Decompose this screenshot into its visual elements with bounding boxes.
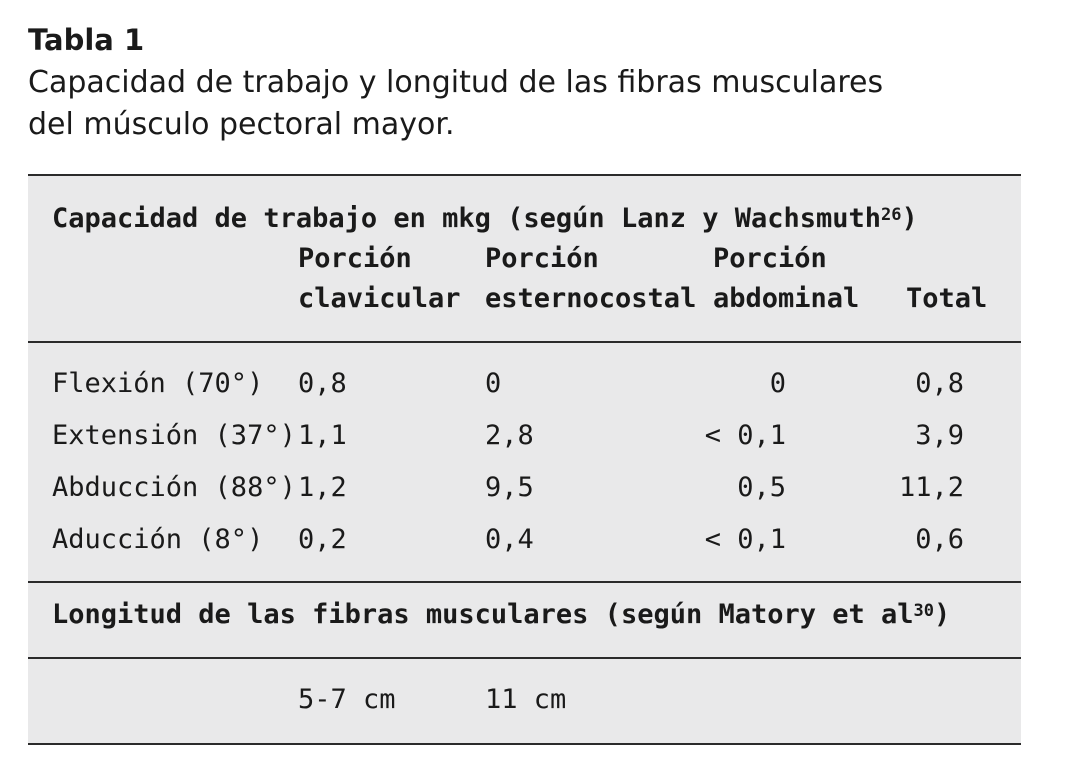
cell-abduccion-clavicular: 1,2 bbox=[298, 472, 347, 503]
section2-heading bbox=[52, 600, 950, 630]
cell-extension-clavicular: 1,1 bbox=[298, 420, 347, 451]
section1-heading-close: ) bbox=[901, 203, 918, 234]
row-label-abduccion: Abducción (88°) bbox=[52, 472, 296, 503]
caption-line-1: Capacidad de trabajo y longitud de las fibras musculares bbox=[28, 65, 884, 100]
row-label-aduccion: Aducción (8°) bbox=[52, 524, 264, 555]
section2-divider bbox=[28, 657, 1021, 659]
fiber-length-esternocostal: 11 cm bbox=[485, 684, 567, 715]
header-divider bbox=[28, 341, 1021, 343]
data-table bbox=[28, 174, 1021, 745]
row-label-extension: Extensión (37°) bbox=[52, 420, 296, 451]
cell-aduccion-clavicular: 0,2 bbox=[298, 524, 347, 555]
cell-aduccion-esternocostal: 0,4 bbox=[485, 524, 534, 555]
caption-line-2: del músculo pectoral mayor. bbox=[28, 107, 455, 142]
section-divider bbox=[28, 581, 1021, 583]
cell-extension-esternocostal: 2,8 bbox=[485, 420, 534, 451]
col-header-esternocostal-line1: Porción bbox=[485, 243, 599, 274]
section1-heading-text: Capacidad de trabajo en mkg (según Lanz y Wachsmuth bbox=[52, 203, 882, 234]
cell-flexion-clavicular: 0,8 bbox=[298, 368, 347, 399]
section2-heading-close: ) bbox=[934, 599, 951, 630]
col-header-esternocostal-line2: esternocostal bbox=[485, 283, 697, 314]
cell-extension-abdominal: < 0,1 bbox=[704, 420, 786, 451]
cell-abduccion-esternocostal: 9,5 bbox=[485, 472, 534, 503]
col-header-clavicular-line1: Porción bbox=[298, 243, 412, 274]
col-header-abdominal-line2: abdominal bbox=[713, 283, 860, 314]
row-label-flexion: Flexión (70°) bbox=[52, 368, 264, 399]
cell-aduccion-total: 0,6 bbox=[915, 524, 964, 555]
cell-extension-total: 3,9 bbox=[915, 420, 964, 451]
cell-flexion-esternocostal: 0 bbox=[485, 368, 502, 399]
cell-flexion-abdominal: 0 bbox=[769, 368, 786, 399]
cell-flexion-total: 0,8 bbox=[915, 368, 964, 399]
section2-heading-ref: 30 bbox=[913, 601, 935, 621]
section1-heading-ref: 26 bbox=[881, 205, 902, 225]
document-title: Tabla 1 bbox=[28, 23, 145, 57]
cell-abduccion-abdominal: 0,5 bbox=[737, 472, 786, 503]
cell-aduccion-abdominal: < 0,1 bbox=[704, 524, 786, 555]
col-header-clavicular-line2: clavicular bbox=[298, 283, 461, 314]
col-header-abdominal-line1: Porción bbox=[713, 243, 827, 274]
section1-heading bbox=[52, 204, 918, 234]
col-header-total: Total bbox=[906, 283, 988, 314]
document-caption bbox=[28, 62, 1008, 146]
fiber-length-clavicular: 5-7 cm bbox=[298, 684, 396, 715]
cell-abduccion-total: 11,2 bbox=[898, 472, 964, 503]
section2-heading-text: Longitud de las fibras musculares (según Matory et al bbox=[52, 599, 914, 630]
